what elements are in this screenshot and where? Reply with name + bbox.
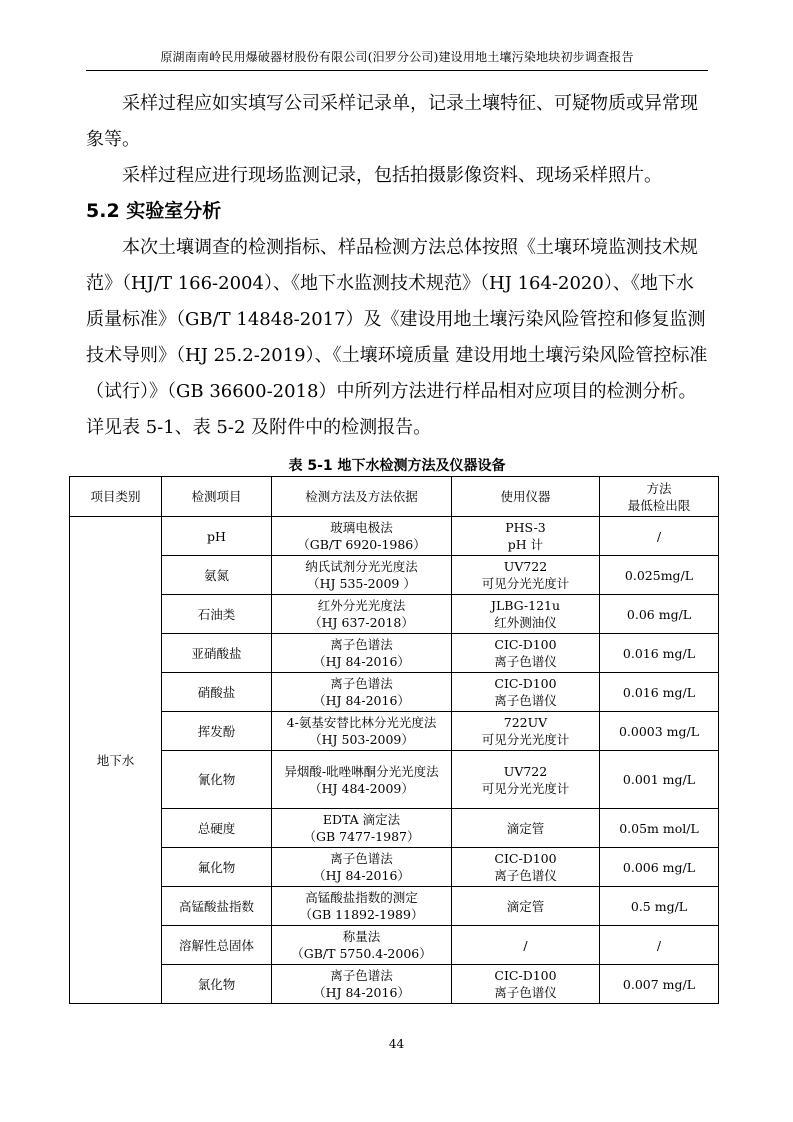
method-name: 高锰酸盐指数的测定 (305, 890, 418, 905)
item-cell: 高锰酸盐指数 (162, 887, 272, 926)
item-cell: 挥发酚 (162, 712, 272, 751)
instrument-model: UV722 (503, 763, 548, 779)
header-limit-line1: 方法 (646, 480, 672, 496)
table-row (70, 634, 719, 673)
method-cell (272, 712, 452, 751)
instrument-model: 722UV (503, 715, 548, 730)
method-name: 离子色谱法 (330, 851, 393, 866)
table-caption: 表 5-1 地下水检测方法及仪器设备 (288, 458, 506, 474)
item-cell: 硝酸盐 (162, 673, 272, 712)
limit-cell: 0.5 mg/L (600, 887, 719, 926)
table-row (70, 712, 719, 751)
method-standard: （GB 7477-1987） (303, 829, 420, 844)
instrument-model: CIC-D100 (494, 676, 557, 691)
analysis-paragraph: 本次土壤调查的检测指标、样品检测方法总体按照《土壤环境监测技术规范》（HJ/T 166-2004）、《地下水监测技术规范》（HJ 164-2020）、《地下水质量标准》（GB/T 14848-2017）及《建设用地土壤污染风险管控和修复监测技术导则》（HJ 25.2-2019）、《土壤环境质量 建设用地土壤污染风险管控标准（试行）》（GB 36600-2018）中所列方法进行样品相对应项目的检测分析。详见表 5-1、表 5-2 及附件中的检测报告。 (86, 237, 708, 438)
instrument-name: pH 计 (507, 537, 544, 552)
instrument-model: UV722 (503, 559, 548, 574)
method-name: 纳氏试剂分光光度法 (305, 559, 418, 574)
limit-cell: / (600, 517, 719, 556)
table-row (70, 848, 719, 887)
method-cell (272, 517, 452, 556)
limit-cell: / (600, 926, 719, 965)
page-header: 原湖南南岭民用爆破器材股份有限公司(汨罗分公司)建设用地土壤污染地块初步调查报告 (160, 50, 634, 64)
instrument-cell (452, 751, 600, 809)
method-cell (272, 673, 452, 712)
method-cell (272, 965, 452, 1004)
instrument-model: 滴定管 (506, 820, 545, 836)
table-row (70, 809, 719, 848)
method-cell (272, 887, 452, 926)
method-standard: （HJ 84-2016） (313, 693, 410, 708)
method-standard: （HJ 84-2016） (313, 654, 410, 669)
item-cell: 氟化物 (162, 848, 272, 887)
instrument-name: 可见分光光度计 (481, 780, 570, 796)
method-cell (272, 634, 452, 673)
method-standard: （HJ 535-2009 ） (307, 576, 416, 591)
item-cell: 溶解性总固体 (162, 926, 272, 965)
limit-cell: 0.016 mg/L (600, 634, 719, 673)
method-name: 称量法 (342, 929, 381, 944)
method-standard: （HJ 84-2016） (313, 868, 410, 883)
groundwater-methods-table (69, 476, 719, 1004)
instrument-name: 离子色谱仪 (494, 868, 557, 883)
limit-cell: 0.025mg/L (600, 556, 719, 595)
item-cell: 亚硝酸盐 (162, 634, 272, 673)
method-standard: （GB/T 6920-1986） (297, 537, 426, 552)
instrument-name: 离子色谱仪 (494, 654, 557, 669)
method-standard: （HJ 637-2018） (309, 615, 414, 630)
header-limit-line2: 最低检出限 (627, 497, 691, 513)
section-title: 5.2 实验室分析 (86, 200, 222, 222)
instrument-cell (452, 887, 600, 926)
method-cell (272, 926, 452, 965)
method-cell (272, 556, 452, 595)
method-name: 红外分光光度法 (317, 598, 406, 613)
method-standard: （HJ 503-2009） (309, 732, 414, 747)
instrument-model: / (523, 937, 528, 953)
instrument-cell (452, 634, 600, 673)
table-row (70, 673, 719, 712)
instrument-name: 离子色谱仪 (494, 985, 557, 1000)
table-row (70, 595, 719, 634)
instrument-cell (452, 517, 600, 556)
instrument-cell (452, 556, 600, 595)
item-cell: 氰化物 (162, 751, 272, 809)
limit-cell: 0.006 mg/L (600, 848, 719, 887)
header-item: 检测项目 (162, 477, 272, 517)
instrument-name: 可见分光光度计 (481, 732, 570, 747)
method-cell (272, 848, 452, 887)
limit-cell: 0.016 mg/L (600, 673, 719, 712)
instrument-cell (452, 809, 600, 848)
item-cell: 氨氮 (162, 556, 272, 595)
instrument-name: 离子色谱仪 (494, 693, 557, 708)
method-cell (272, 809, 452, 848)
method-name: 离子色谱法 (330, 637, 393, 652)
category-cell: 地下水 (70, 517, 162, 1004)
instrument-cell (452, 848, 600, 887)
method-cell (272, 751, 452, 809)
limit-cell: 0.06 mg/L (600, 595, 719, 634)
table-row (70, 887, 719, 926)
limit-cell: 0.001 mg/L (600, 751, 719, 809)
method-name: 玻璃电极法 (330, 520, 393, 535)
limit-cell: 0.0003 mg/L (600, 712, 719, 751)
instrument-cell (452, 712, 600, 751)
header-detection-limit (600, 477, 719, 517)
instrument-name: 红外测油仪 (494, 615, 557, 630)
item-cell: pH (162, 517, 272, 556)
page-number: 44 (388, 1037, 405, 1051)
method-name: 离子色谱法 (330, 968, 393, 983)
item-cell: 氯化物 (162, 965, 272, 1004)
method-name: EDTA 滴定法 (322, 812, 401, 827)
instrument-cell (452, 965, 600, 1004)
limit-cell: 0.007 mg/L (600, 965, 719, 1004)
instrument-cell (452, 595, 600, 634)
instrument-model: CIC-D100 (494, 637, 557, 652)
instrument-model: 滴定管 (506, 898, 545, 914)
method-standard: （HJ 84-2016） (313, 985, 410, 1000)
header-instrument: 使用仪器 (452, 477, 600, 517)
item-cell: 石油类 (162, 595, 272, 634)
method-name: 异烟酸-吡唑啉酮分光光度法 (284, 763, 439, 779)
instrument-name: 可见分光光度计 (481, 576, 570, 591)
sampling-record-paragraph: 采样过程应如实填写公司采样记录单，记录土壤特征、可疑物质或异常现象等。 (86, 93, 698, 150)
header-divider (86, 70, 708, 71)
table-row (70, 926, 719, 965)
header-method: 检测方法及方法依据 (272, 477, 452, 517)
field-monitoring-paragraph: 采样过程应进行现场监测记录，包括拍摄影像资料、现场采样照片。 (122, 165, 662, 186)
method-standard: （GB 11892-1989） (299, 907, 424, 922)
method-cell (272, 595, 452, 634)
table-row (70, 751, 719, 809)
method-name: 4-氨基安替比林分光光度法 (286, 715, 437, 730)
instrument-cell (452, 673, 600, 712)
table-header-row (70, 477, 719, 517)
method-name: 离子色谱法 (330, 676, 393, 691)
instrument-cell (452, 926, 600, 965)
instrument-model: PHS-3 (505, 520, 546, 535)
instrument-model: JLBG-121u (490, 598, 561, 613)
method-standard: （GB/T 5750.4-2006） (291, 946, 432, 961)
instrument-model: CIC-D100 (494, 968, 557, 983)
table-row (70, 517, 719, 556)
method-standard: （HJ 484-2009） (309, 780, 414, 796)
header-category: 项目类别 (70, 477, 162, 517)
instrument-model: CIC-D100 (494, 851, 557, 866)
item-cell: 总硬度 (162, 809, 272, 848)
table-row (70, 556, 719, 595)
table-row (70, 965, 719, 1004)
limit-cell: 0.05m mol/L (600, 809, 719, 848)
